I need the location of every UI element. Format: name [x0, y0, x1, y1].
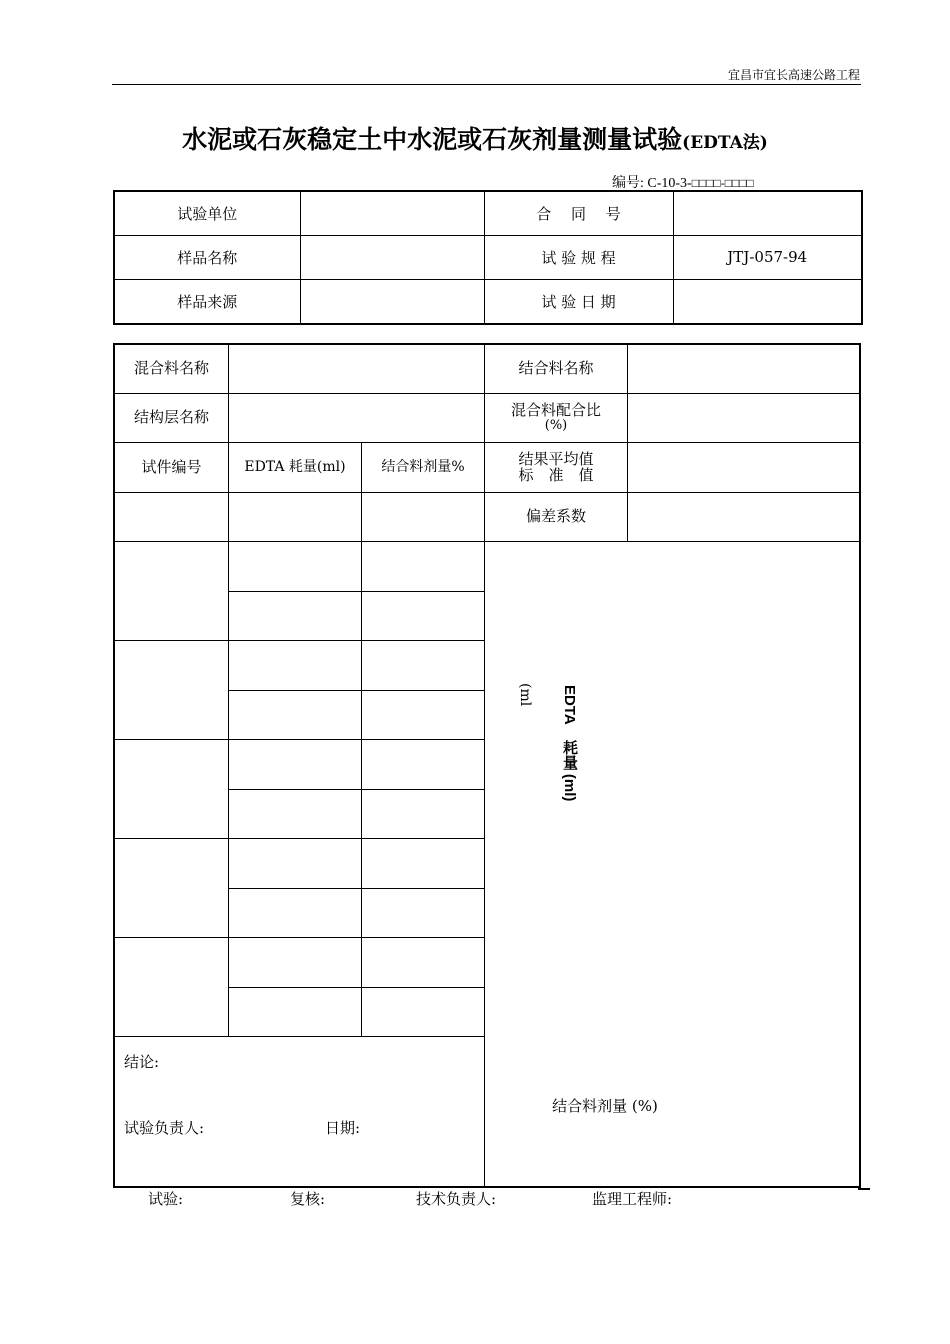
bottom-tick-mark: [858, 1188, 870, 1190]
col-binder-dose: 结合料剂量%: [381, 459, 465, 476]
grid-line: [115, 739, 484, 740]
lead-signature-label: 试验负责人:: [124, 1119, 205, 1138]
title-main: 水泥或石灰稳定土中水泥或石灰剂量测量试验: [182, 125, 683, 154]
form-code: [612, 172, 754, 192]
label-average: [485, 443, 627, 492]
value-sample-source[interactable]: [300, 279, 484, 324]
grid-line: [115, 1036, 484, 1037]
mix-ratio-line2: (%): [544, 418, 568, 434]
value-mix-name[interactable]: [229, 345, 484, 393]
mix-ratio-line1: 混合料配合比: [510, 401, 601, 420]
value-binder-name[interactable]: [628, 345, 861, 393]
average-line1: 结果平均值: [518, 449, 594, 468]
value-mix-ratio[interactable]: [628, 394, 861, 442]
value-test-unit[interactable]: [300, 191, 484, 236]
grid-line: [115, 937, 484, 938]
label-test-standard: 试 验 规 程: [484, 236, 673, 280]
chart-x-label: 结合料剂量 (%): [552, 1097, 658, 1116]
grid-line: [228, 987, 484, 988]
value-average[interactable]: [628, 443, 861, 492]
conclusion-label: 结论:: [124, 1053, 160, 1072]
grid-line: [228, 690, 484, 691]
footer-supervisor: 监理工程师:: [592, 1190, 673, 1208]
grid-line: [228, 591, 484, 592]
label-layer-name: 结构层名称: [133, 408, 209, 427]
main-table: [113, 343, 861, 1188]
value-sample-name[interactable]: [300, 236, 484, 280]
conclusion-date-label: 日期:: [325, 1119, 361, 1138]
project-name: 宜昌市宜长高速公路工程: [727, 68, 860, 82]
info-table: [113, 190, 863, 325]
value-test-standard[interactable]: JTJ-057-94: [673, 236, 862, 280]
col-specimen-no: 试件编号: [141, 457, 202, 476]
label-binder-name: 结合料名称: [518, 359, 594, 378]
grid-line: [228, 888, 484, 889]
value-layer-name[interactable]: [229, 394, 484, 442]
grid-line: [115, 640, 484, 641]
label-contract-no: 合 同 号: [484, 191, 673, 236]
grid-line: [115, 838, 484, 839]
footer-tester: 试验:: [148, 1190, 184, 1208]
grid-line: [228, 789, 484, 790]
page-title: [0, 120, 950, 156]
title-method: (EDTA法): [682, 133, 768, 153]
header-divider: [112, 84, 861, 85]
value-test-date[interactable]: [673, 279, 862, 324]
code-prefix: 编号: C-10-3-: [612, 176, 692, 191]
label-test-date: 试 验 日 期: [484, 279, 673, 324]
value-cv[interactable]: [628, 493, 861, 541]
chart-y-label-fragment: (ml: [517, 683, 533, 707]
label-cv: 偏差系数: [525, 507, 586, 526]
label-mix-ratio: [485, 394, 627, 442]
chart-y-label: EDTA 耗量 (ml): [561, 685, 578, 802]
footer-checker: 复核:: [290, 1190, 326, 1208]
value-contract-no[interactable]: [673, 191, 862, 236]
label-sample-source: 样品来源: [114, 279, 300, 324]
label-mix-name: 混合料名称: [133, 359, 209, 378]
average-line2: 标 准 值: [518, 465, 594, 484]
col-edta-consumption: EDTA 耗量(ml): [244, 459, 346, 476]
grid-line: [115, 541, 861, 542]
grid-line: [361, 442, 362, 1036]
footer-tech-lead: 技术负责人:: [416, 1190, 497, 1208]
label-test-unit: 试验单位: [114, 191, 300, 236]
code-boxes: □□□□-□□□□: [691, 176, 754, 190]
label-sample-name: 样品名称: [114, 236, 300, 280]
